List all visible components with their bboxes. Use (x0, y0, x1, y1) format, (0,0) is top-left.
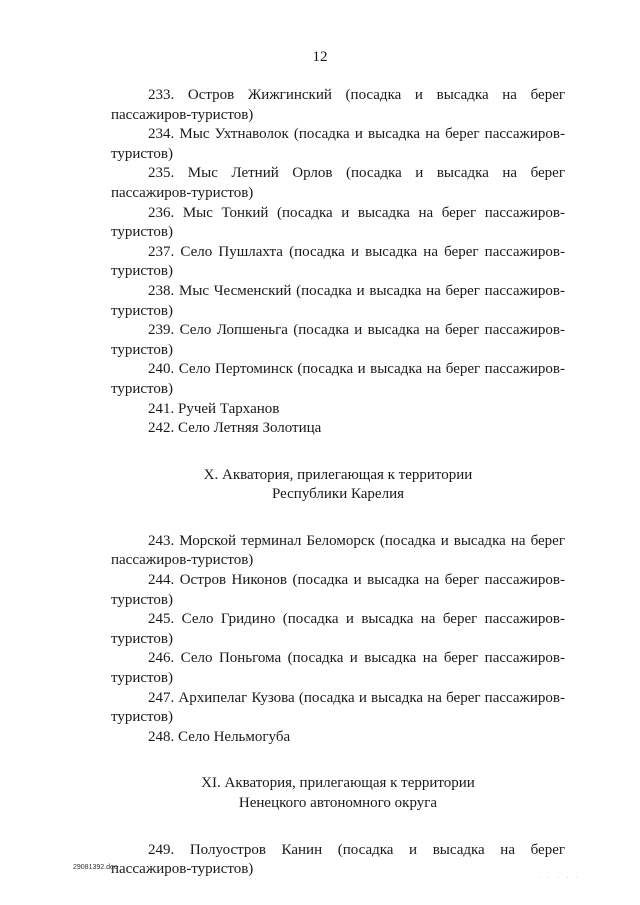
section-heading-xi (111, 774, 565, 813)
list-item: 241. Ручей Тарханов (148, 400, 280, 417)
section-heading-line: X. Акватория, прилегающая к территории (203, 466, 473, 483)
list-item: 235. Мыс Летний Орлов (посадка и высадка на берег пассажиров-туристов) (111, 165, 565, 201)
section-heading-x (111, 466, 565, 505)
list-item: 243. Морской терминал Беломорск (посадка и высадка на берег пассажиров-туристов) (111, 532, 565, 569)
list-item: 236. Мыс Тонкий (посадка и высадка на берег пассажиров-туристов) (111, 204, 565, 241)
list-item: 233. Остров Жижгинский (посадка и высадка на берег пассажиров-туристов) (111, 87, 565, 123)
list-item: 246. Село Поньгома (посадка и высадка на берег пассажиров-туристов) (111, 650, 565, 687)
section-heading-line: Ненецкого автономного округа (238, 795, 438, 811)
list-item: 240. Село Пертоминск (посадка и высадка на берег пассажиров-туристов) (111, 361, 565, 397)
scan-marks: · · · · · (538, 875, 581, 881)
list-item: 239. Село Лопшеньга (посадка и высадка на берег пассажиров-туристов) (111, 322, 565, 358)
list-item: 245. Село Гридино (посадка и высадка на берег пассажиров-туристов) (111, 611, 565, 647)
list-item: 234. Мыс Ухтнаволок (посадка и высадка на берег пассажиров-туристов) (111, 126, 565, 162)
list-item: 244. Остров Никонов (посадка и высадка на берег пассажиров-туристов) (111, 572, 565, 608)
page-number: 12 (312, 49, 328, 65)
list-item: 238. Мыс Чесменский (посадка и высадка на берег пассажиров-туристов) (111, 282, 565, 319)
list-item: 237. Село Пушлахта (посадка и высадка на берег пассажиров-туристов) (111, 243, 565, 280)
list-item: 242. Село Летняя Золотица (148, 420, 322, 437)
footer-filename: 29081392.doc (73, 864, 118, 871)
list-item: 249. Полуостров Канин (посадка и высадка на берег пассажиров-туристов) (111, 841, 565, 878)
list-item: 248. Село Нельмогуба (148, 728, 291, 745)
document-body (111, 86, 565, 880)
section-heading-line: Республики Карелия (271, 486, 405, 503)
section-heading-line: XI. Акватория, прилегающая к территории (201, 775, 475, 792)
list-item: 247. Архипелаг Кузова (посадка и высадка на берег пассажиров-туристов) (111, 689, 565, 726)
